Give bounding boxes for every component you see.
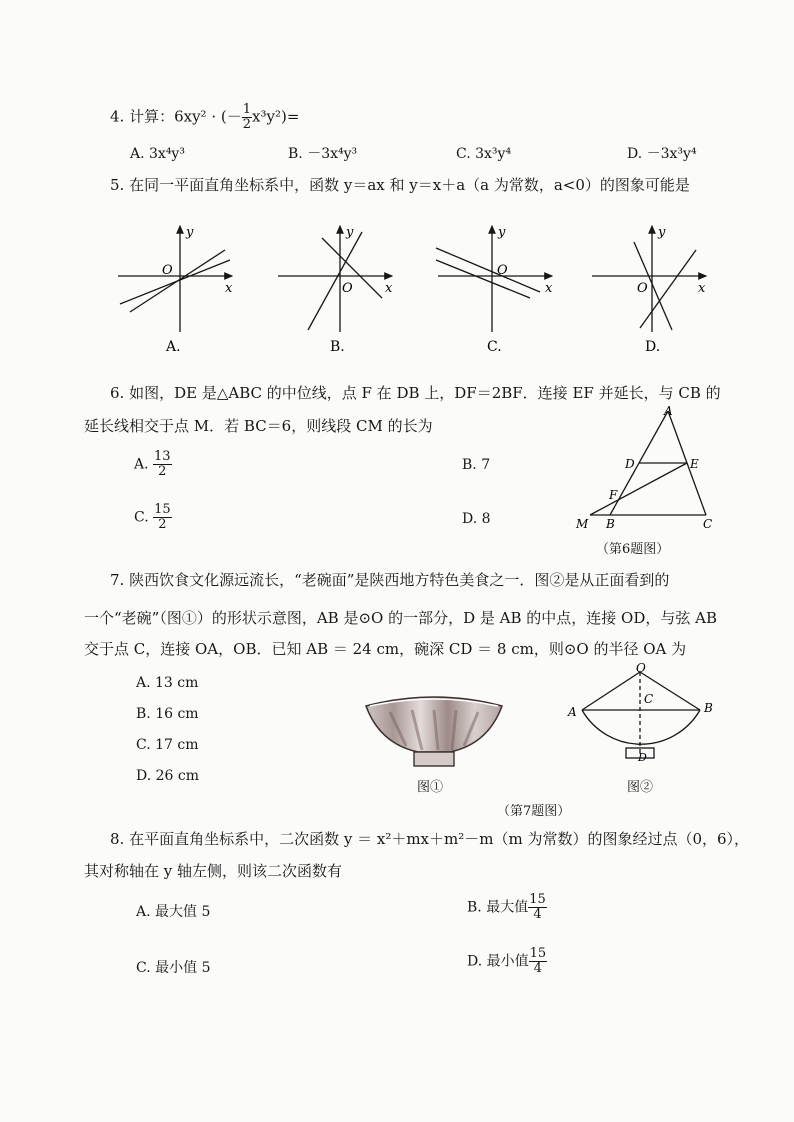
q5-graph-a-label: A. (166, 339, 181, 355)
q5-c-y-label: y (498, 225, 506, 240)
q8-line1: 8. 在平面直角坐标系中，二次函数 y ＝ x²＋mx＋m²－m（m 为常数）的图象经过点（0，6）， (110, 830, 750, 848)
q4-stem-tail: x³y²)= (252, 107, 300, 126)
q7-point-c: C (644, 692, 654, 706)
q5-d-origin: O (637, 281, 648, 296)
q4-frac-den: 2 (242, 117, 252, 132)
q8-d-num: 15 (529, 946, 547, 961)
q7-bowl-diagram (560, 660, 720, 772)
q4-option-b[interactable]: B. －3x⁴y³ (288, 146, 358, 162)
q7-line2: 一个“老碗”（图①）的形状示意图，AB 是⊙O 的一部分，D 是 AB 的中点，连接 OD，与弦 AB (84, 609, 717, 627)
q6-a-label: A. (134, 456, 149, 473)
q7-fig1-caption: 图① (417, 780, 444, 795)
q6-line1: 6. 如图，DE 是△ABC 的中位线，点 F 在 DB 上，DF＝2BF．连接 EF 并延长，与 CB 的 (110, 384, 721, 402)
q5-d-y-label: y (658, 225, 666, 240)
q6-option-d[interactable]: D. 8 (462, 511, 491, 527)
q4-fraction (242, 103, 252, 132)
q5-a-y-label: y (186, 225, 194, 240)
q5-graph-b[interactable] (278, 226, 392, 332)
q6-figure (570, 405, 730, 535)
q8-option-d[interactable] (467, 947, 547, 976)
q8-d-den: 4 (533, 961, 543, 976)
q6-c-den: 2 (158, 517, 167, 532)
q5-c-origin: O (497, 263, 508, 278)
q7-fig2-caption: 图② (627, 780, 654, 795)
q7-point-d: D (638, 751, 647, 764)
q8-option-b[interactable] (467, 893, 547, 922)
q5-graph-a[interactable] (118, 226, 232, 332)
q4-stem (110, 103, 299, 132)
q7-point-a: A (568, 705, 577, 719)
q5-graphs (100, 220, 720, 360)
q5-a-origin: O (162, 263, 173, 278)
q6-line2: 延长线相交于点 M．若 BC＝6，则线段 CM 的长为 (84, 417, 433, 435)
q5-graph-d[interactable] (592, 226, 706, 332)
q6-figure-caption: （第6题图） (596, 542, 670, 557)
q8-option-a[interactable]: A. 最大值 5 (136, 904, 211, 920)
q7-point-b: B (704, 701, 713, 715)
q8-b-den: 4 (533, 907, 542, 922)
q8-b-text: B. 最大值 (467, 899, 529, 916)
q4-option-a[interactable]: A. 3x⁴y³ (130, 146, 185, 162)
q7-option-d[interactable]: D. 26 cm (136, 768, 200, 784)
q6-option-b[interactable]: B. 7 (462, 457, 491, 473)
q8-b-fraction (528, 893, 547, 922)
q6-point-f: F (609, 488, 618, 502)
q7-bowl-photo (360, 690, 508, 770)
q8-option-c[interactable]: C. 最小值 5 (136, 960, 211, 976)
q6-c-fraction (153, 503, 172, 532)
q5-b-y-label: y (346, 225, 354, 240)
q8-b-num: 15 (529, 892, 546, 907)
q6-point-b: B (606, 517, 615, 531)
q6-point-e: E (690, 457, 699, 471)
q7-option-c[interactable]: C. 17 cm (136, 737, 199, 753)
q4-frac-num: 1 (242, 102, 252, 117)
q6-c-num: 15 (154, 502, 171, 517)
q6-c-label: C. (134, 509, 149, 526)
q5-graph-d-label: D. (645, 339, 661, 355)
q6-a-den: 2 (158, 464, 167, 479)
q7-line3: 交于点 C，连接 OA，OB．已知 AB ＝ 24 cm，碗深 CD ＝ 8 cm，则⊙O 的半径 OA 为 (84, 640, 687, 658)
q7-option-a[interactable]: A. 13 cm (136, 675, 199, 691)
q7-figure-caption: （第7题图） (497, 804, 571, 819)
q5-graph-b-label: B. (330, 339, 345, 355)
q6-point-d: D (625, 457, 635, 471)
q5-d-x-label: x (698, 281, 706, 296)
q4-stem-text: 4. 计算：6xy² · (－ (110, 107, 242, 126)
q7-line1: 7. 陕西饮食文化源远流长，“老碗面”是陕西地方特色美食之一．图②是从正面看到的 (110, 571, 670, 589)
q6-a-fraction (153, 450, 172, 479)
q8-d-fraction (529, 947, 548, 976)
q6-point-a: A (664, 405, 673, 418)
q6-a-num: 13 (154, 449, 171, 464)
q5-graph-c[interactable] (436, 226, 552, 332)
q6-option-a[interactable] (134, 450, 172, 479)
q6-option-c[interactable] (134, 503, 172, 532)
q5-c-x-label: x (545, 281, 553, 296)
q5-b-x-label: x (385, 281, 393, 296)
q7-option-b[interactable]: B. 16 cm (136, 706, 199, 722)
q4-option-d[interactable]: D. －3x³y⁴ (627, 146, 697, 162)
q5-b-origin: O (342, 281, 353, 296)
q6-point-c: C (703, 517, 713, 531)
q6-point-m: M (576, 517, 589, 531)
q5-graph-c-label: C. (487, 339, 502, 355)
q8-d-text: D. 最小值 (467, 953, 529, 970)
q8-line2: 其对称轴在 y 轴左侧，则该二次函数有 (84, 862, 343, 880)
q5-stem: 5. 在同一平面直角坐标系中，函数 y＝ax 和 y＝x＋a（a 为常数，a<0）的图象可能是 (110, 176, 690, 194)
q5-a-x-label: x (225, 281, 233, 296)
q7-point-o: O (636, 661, 646, 675)
q4-option-c[interactable]: C. 3x³y⁴ (456, 146, 512, 162)
